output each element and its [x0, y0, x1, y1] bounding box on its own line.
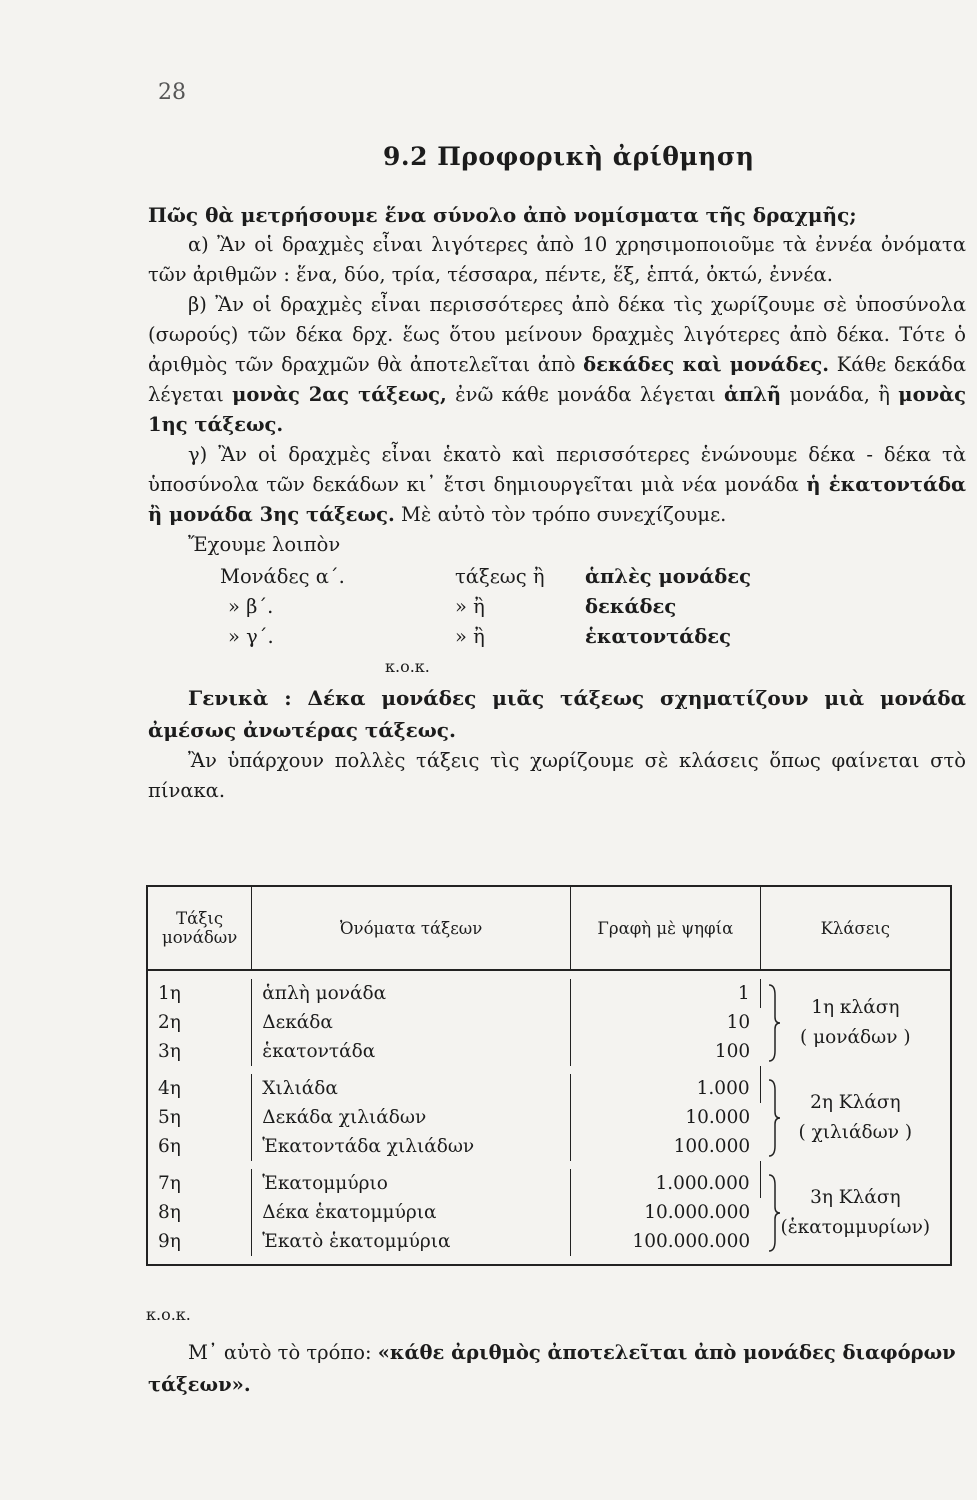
closing-statement [148, 1337, 966, 1401]
table-row: 5η Δεκάδα χιλιάδων 10.000 [147, 1103, 951, 1132]
levels-list [220, 562, 966, 682]
general-rule: Γενικὰ : Δέκα μονάδες μιᾶς τάξεως σχηματίζουν μιὰ μονάδα ἀμέσως ἀνωτέρας τάξεως. [148, 686, 966, 742]
after-table-etc: κ.ο.κ. [146, 1305, 191, 1324]
question: Πῶς θὰ μετρήσουμε ἕνα σύνολο ἀπὸ νομίσματα τῆς δραχμῆς; [148, 203, 857, 227]
paragraph-c-post: Μὲ αὐτὸ τὸν τρόπο συνεχίζουμε. [400, 503, 727, 526]
paragraph-b3-text: Κάθε δεκάδα λέγεται [148, 353, 966, 406]
paragraph-b2-text: Τότε ὁ ἀριθμὸς τῶν δραχμῶν θὰ ἀποτελεῖται ἀπὸ [148, 323, 967, 376]
classes-intro: Ἂν ὑπάρχουν πολλὲς τάξεις τὶς χωρίζουμε σὲ κλάσεις ὅπως φαίνεται στὸ πίνακα. [148, 749, 966, 802]
level-row [220, 592, 966, 622]
class-cell [760, 979, 951, 1066]
etc-mark: κ.ο.κ. [385, 657, 430, 676]
class-label: 1η κλάση [811, 996, 900, 1018]
paragraph-b3-emphasis-2: ἁπλῆ [723, 383, 782, 406]
section-title: 9.2 Προφορικὴ ἀρίθμηση [383, 142, 755, 171]
class-sub: (ἑκατομμυρίων) [780, 1216, 931, 1238]
paragraph-c [148, 440, 966, 530]
table-row: 7η Ἑκατομμύριο 1.000.000 3η Κλάση (ἑκατομμυρίων) [147, 1169, 951, 1198]
paragraph-b3-emphasis-1: μονὰς 2ας τάξεως, [232, 383, 447, 406]
level-name: δεκάδες [585, 595, 677, 618]
class-sub: ( μονάδων ) [800, 1026, 911, 1048]
level-name: ἑκατοντάδες [585, 625, 731, 648]
paragraph-b2-emphasis: δεκάδες καὶ μονάδες. [583, 353, 830, 376]
brace-icon [767, 983, 781, 1063]
level-name: ἁπλὲς μονάδες [585, 565, 752, 588]
level-row [220, 622, 966, 652]
table-row: 8η Δέκα ἑκατομμύρια 10.000.000 [147, 1198, 951, 1227]
class-sub: ( χιλιάδων ) [798, 1121, 913, 1143]
paragraph-b3-mid2: μονάδα, ἢ [789, 383, 890, 406]
table-header-row [147, 886, 951, 970]
closing-text: Μ᾽ αὐτὸ τὸ τρόπο: [188, 1341, 372, 1364]
class-label: 2η Κλάση [810, 1091, 901, 1113]
table-row: 6η Ἑκατοντάδα χιλιάδων 100.000 [147, 1132, 951, 1161]
brace-icon [767, 1173, 781, 1253]
level-connector: » ἢ [455, 625, 485, 648]
table-row: 3η ἑκατοντάδα 100 [147, 1037, 951, 1066]
paragraph-b3-emphasis-3: μονὰς 1ης τάξεως. [148, 383, 966, 436]
brace-icon [767, 1078, 781, 1158]
closing-emphasis: «κάθε ἀριθμὸς ἀποτελεῖται ἀπὸ μονάδες διαφόρων τάξεων». [148, 1341, 956, 1396]
class-cell [760, 1074, 951, 1161]
level-row [220, 562, 966, 592]
paragraph-b3-mid: ἐνῶ κάθε μονάδα λέγεται [455, 383, 716, 406]
header-names: Ὀνόματα τάξεων [252, 886, 571, 970]
table-row: 4η Χιλιάδα 1.000 2η Κλάση ( χιλιάδων ) [147, 1074, 951, 1103]
main-text [148, 200, 966, 806]
class-label: 3η Κλάση [810, 1186, 901, 1208]
classes-table [146, 885, 952, 1266]
paragraph-b-text: β) Ἂν οἱ δραχμὲς εἶναι περισσότερες ἀπὸ δέκα τὶς χωρίζουμε σὲ ὑποσύνολα (σωρούς) τῶν δέκα δρχ. ἕως ὅτου μείνουν δραχμὲς λιγότερες ἀπὸ δέκα. [148, 293, 966, 346]
table-row: 9η Ἑκατὸ ἑκατομμύρια 100.000.000 [147, 1227, 951, 1256]
header-digits: Γραφὴ μὲ ψηφία [571, 886, 761, 970]
table-row: 2η Δεκάδα 10 [147, 1008, 951, 1037]
level-connector: » ἢ [455, 595, 485, 618]
level-connector: τάξεως ἢ [455, 565, 545, 588]
header-classes: Κλάσεις [760, 886, 951, 970]
level-label: » γ΄. [228, 625, 274, 648]
table-row: 1η ἁπλὴ μονάδα 1 1η κλάση ( μονάδων ) [147, 979, 951, 1008]
page-number: 28 [158, 80, 186, 105]
class-cell [760, 1169, 951, 1256]
paragraph-c-text: γ) Ἂν οἱ δραχμὲς εἶναι ἑκατὸ καὶ περισσότερες ἑνώνουμε δέκα - δέκα τὰ ὑποσύνολα τῶν δεκάδων κι᾽ ἔτσι δημιουργεῖται μιὰ νέα μονάδα [148, 443, 966, 496]
paragraph-c-emphasis: ἡ ἑκατοντάδα ἢ μονάδα 3ης τάξεως. [148, 473, 966, 526]
paragraph-a: α) Ἂν οἱ δραχμὲς εἶναι λιγότερες ἀπὸ 10 χρησιμοποιοῦμε τὰ ἐννέα ὀνόματα τῶν ἀριθμῶν : ἕνα, δύο, τρία, τέσσαρα, πέντε, ἕξ, ἑπτά, ὀκτώ, ἐννέα. [148, 233, 966, 286]
level-label: Μονάδες α΄. [220, 565, 345, 588]
header-order: Τάξις μονάδων [147, 886, 252, 970]
paragraph-b [148, 290, 966, 440]
level-label: » β΄. [228, 595, 274, 618]
have-thus: Ἔχουμε λοιπὸν [188, 533, 341, 556]
